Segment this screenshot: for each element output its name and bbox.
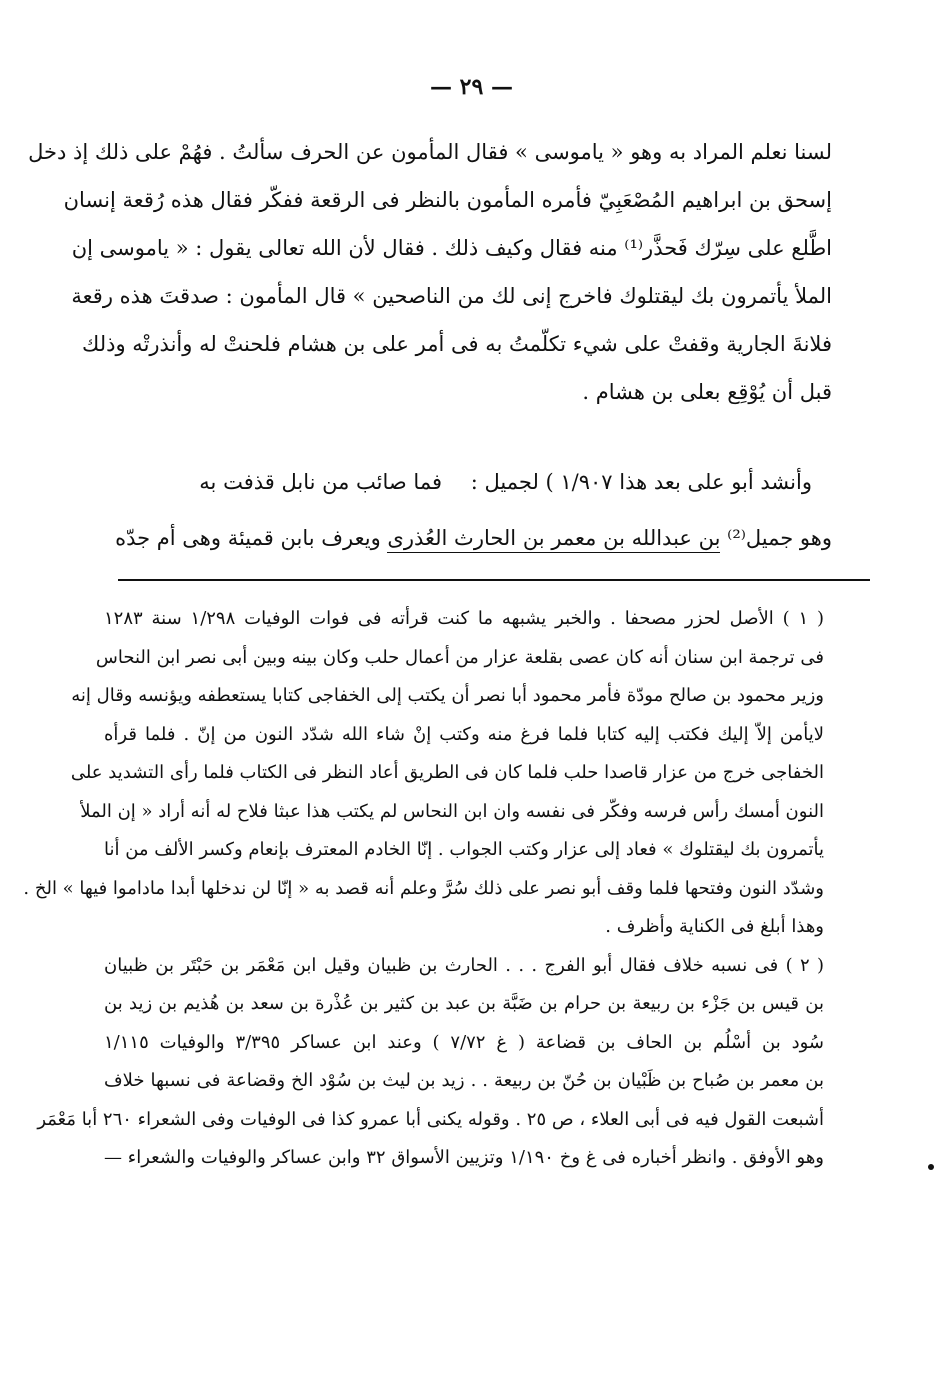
footnote-line: ( ١ ) الأصل لحزر مصحفا . والخبر يشبهه ما كنت قرأته فى فوات الوفيات ١/٢٩٨ سنة ١٢٨٣ (104, 608, 825, 629)
footnotes (23, 600, 825, 1178)
main-line: اطَّلع على سِرّك فَحذَّر⁽¹⁾ منه فقال وكيف ذلك . فقال لأن الله تعالى يقول : « ياموسى إن (71, 236, 832, 260)
footnote-divider (118, 579, 870, 581)
main-text (28, 128, 832, 416)
jamil-suffix: ويعرف بابن قميئة وهى أم جدّه (115, 526, 381, 550)
footnote-line: النون أمسك رأس فرسه وفكّر فى نفسه وان ابن النحاس لم يكتب هذا عبثا فلاح له أنه أراد « إن الملأ (80, 800, 824, 822)
footnote-line: بن قيس بن جَزْء بن ربيعة بن حرام بن ضَبَّة بن عبد بن كثير بن عُذْرة بن سعد بن هُذيم بن زيد بن (104, 993, 824, 1014)
footnote-line: لايأمن إلاّ إليك فكتب إليه كتابا فلما فرغ منه وكتب إنْ شاء الله شدّد النون من إنّ . فلما قرأه (104, 723, 824, 745)
footnote-line: الخفاجى خرج من عزار قاصدا حلب فلما كان فى الطريق أعاد النظر فى الكتاب فلما رأى التشديد على (70, 762, 824, 783)
jamil-lineage-underlined: بن عبدالله بن معمر بن الحارث العُذرى (387, 526, 720, 553)
footnote-line: وشدّد النون وفتحها فلما وقف أبو نصر على ذلك سُرَّ وعلم أنه قصد به « إنّا لن ندخلها أبدا ماداموا فيها » الخ . (23, 877, 824, 899)
jamil-prefix: وهو جميل⁽²⁾ (727, 526, 832, 550)
verse-intro: وأنشد أبو على بعد هذا ١/٩٠٧ ) لجميل : (470, 470, 812, 494)
margin-dot (928, 1164, 934, 1170)
page-number: — ٢٩ — (430, 74, 513, 100)
verse-hemistich: فما صائب من نابل قذفت به (199, 470, 442, 494)
footnote-line: يأتمرون بك ليقتلوك » فعاد إلى عزار وكتب الجواب . إنّا الخادم المعترف بإنعام وكسر الألف من أنا (104, 839, 824, 860)
main-line: فلانةَ الجارية وقفتْ على شيء تكلّمتُ به فى أمر على بن هشام فلحنتْ له وأنذرتْه وذلك (82, 332, 832, 356)
footnote-line: فى ترجمة ابن سنان أنه كان عصى بقلعة عزار من أعمال حلب وكان بينه وبين أبى نصر ابن النحاس (95, 646, 824, 668)
main-line: لسنا نعلم المراد به وهو « ياموسى » فقال المأمون عن الحرف سألتُ . فهُمْ على ذلك إذ دخل (28, 140, 832, 164)
footnote-line: وزير محمود بن صالح مودّة فأمر محمود أبا نصر أن يكتب إلى الخفاجى كتابا يستعطفه ويؤنسه وقال إنه (71, 685, 824, 706)
main-line: إسحق بن ابراهيم المُصْعَبِيّ فأمره المأمون بالنظر فى الرقعة ففكّر فقال هذه رُقعة إنسان (63, 188, 832, 212)
main-line: الملأ يأتمرون بك ليقتلوك فاخرج إنى لك من الناصحين » قال المأمون : صدقتَ هذه رقعة (71, 284, 832, 308)
footnote-line: وهو الأوفق . وانظر أخباره فى غ وخ ١/١٩٠ وتزيين الأسواق ٣٢ وابن عساكر والوفيات والشعراء — (104, 1147, 824, 1168)
jamil-line (115, 518, 832, 558)
footnote-line: وهذا أبلغ فى الكناية وأظرف . (605, 916, 824, 937)
footnote-line: ( ٢ ) فى نسبه خلاف فقال أبو الفرج . . . الحارث بن ظبيان وقيل ابن مَعْمَر بن حَبْتَر بن ظبيان (104, 954, 824, 976)
footnote-line: أشبعت القول فيه فى أبى العلاء ، ص ٢٥ . وقوله يكنى أبا عمرو كذا فى الوفيات وفى الشعراء ٢٦٠ أبا مَعْمَر (37, 1108, 824, 1130)
main-line: قبل أن يُوْقِع بعلى بن هشام . (582, 380, 832, 404)
footnote-line: سُود بن أسْلُم بن الحاف بن قضاعة ( غ ٧/٧٢ ) وعند ابن عساكر ٣/٣٩٥ والوفيات ١/١١٥ (104, 1031, 824, 1053)
footnote-line: بن معمر بن صُباح بن ظَبْيان بن حُنّ بن ربيعة . . زيد بن ليث بن سُوْد الخ وقضاعة فى نسبها خلاف (104, 1070, 824, 1091)
